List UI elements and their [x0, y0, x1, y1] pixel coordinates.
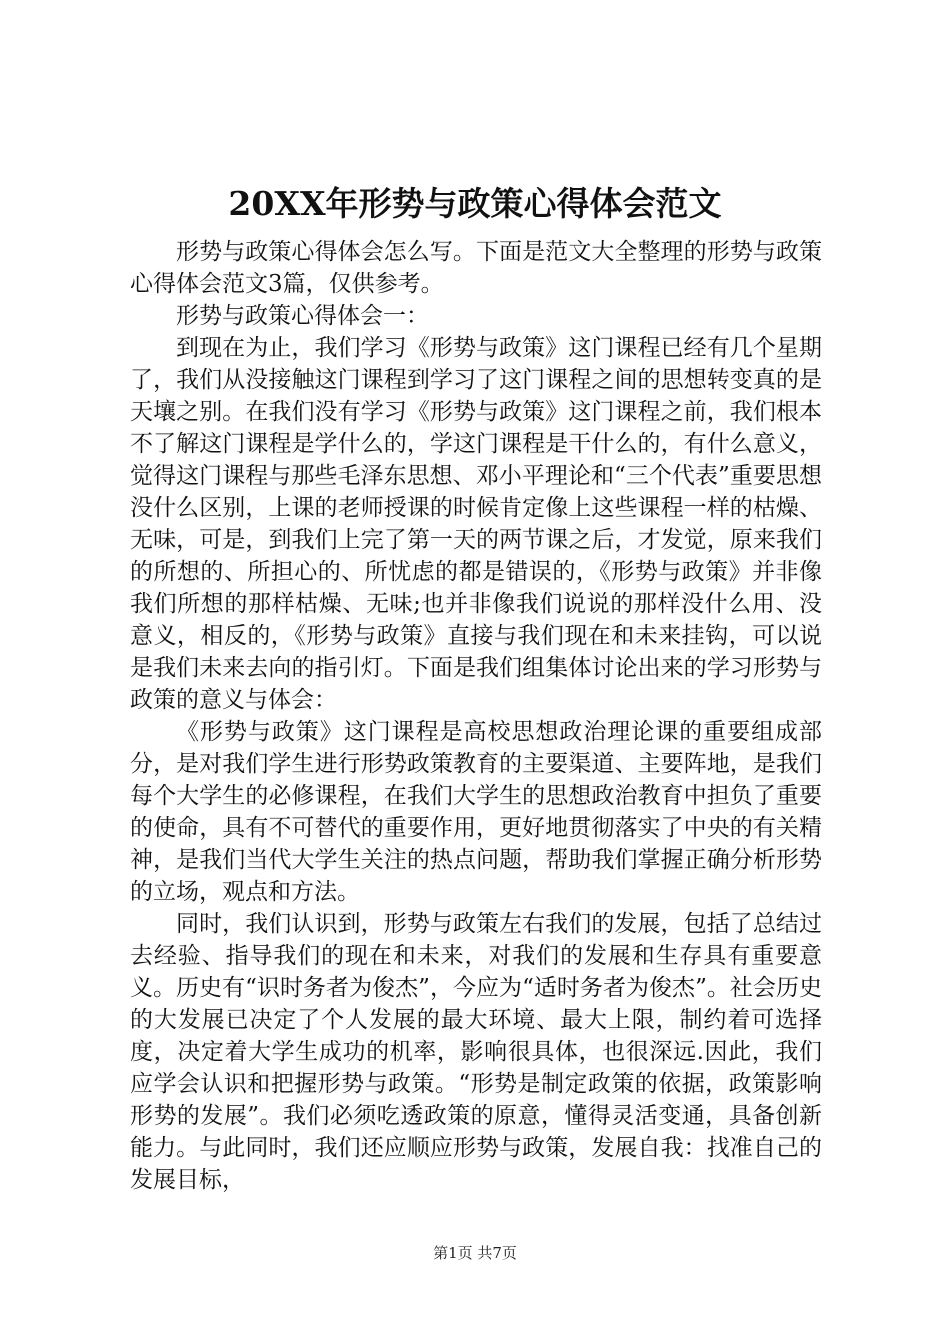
paragraph-body-1: 到现在为止，我们学习《形势与政策》这门课程已经有几个星期了，我们从没接触这门课程到学习了这门课程之间的思想转变真的是天壤之别。在我们没有学习《形势与政策》这门课程之前，我们根本不了解这门课程是学什么的，学这门课程是干什么的，有什么意义，觉得这门课程与那些毛泽东思想、邓小平理论和“三个代表”重要思想没什么区别，上课的老师授课的时候肯定像上这些课程一样的枯燥、无味，可是，到我们上完了第一天的两节课之后，才发觉，原来我们的所想的、所担心的、所忧虑的都是错误的，《形势与政策》并非像我们所想的那样枯燥、无味;也并非像我们说说的那样没什么用、没意义，相反的，《形势与政策》直接与我们现在和未来挂钩，可以说是我们未来去向的指引灯。下面是我们组集体讨论出来的学习形势与政策的意义与体会： [130, 335, 822, 713]
page-number-footer: 第1页 共7页 [433, 1244, 517, 1262]
document-body [130, 236, 822, 1196]
paragraph-body-3: 同时，我们认识到，形势与政策左右我们的发展，包括了总结过去经验、指导我们的现在和未来，对我们的发展和生存具有重要意义。历史有“识时务者为俊杰”，今应为“适时务者为俊杰”。社会历史的大发展已决定了个人发展的最大环境、最大上限，制约着可选择度，决定着大学生成功的机率，影响很具体，也很深远.因此，我们应学会认识和把握形势与政策。“形势是制定政策的依据，政策影响形势的发展”。我们必须吃透政策的原意，懂得灵活变通，具备创新能力。与此同时，我们还应顺应形势与政策，发展自我：找准自己的发展目标， [130, 911, 822, 1193]
paragraph-intro: 形势与政策心得体会怎么写。下面是范文大全整理的形势与政策心得体会范文3篇，仅供参考。 [130, 239, 822, 297]
paragraph-body-2: 《形势与政策》这门课程是高校思想政治理论课的重要组成部分，是对我们学生进行形势政策教育的主要渠道、主要阵地，是我们每个大学生的必修课程，在我们大学生的思想政治教育中担负了重要的使命，具有不可替代的重要作用，更好地贯彻落实了中央的有关精神，是我们当代大学生关注的热点问题，帮助我们掌握正确分析形势的立场，观点和方法。 [130, 719, 822, 905]
paragraph-heading-one: 形势与政策心得体会一： [176, 303, 429, 329]
document-title: 20XX年形势与政策心得体会范文 [228, 184, 722, 223]
